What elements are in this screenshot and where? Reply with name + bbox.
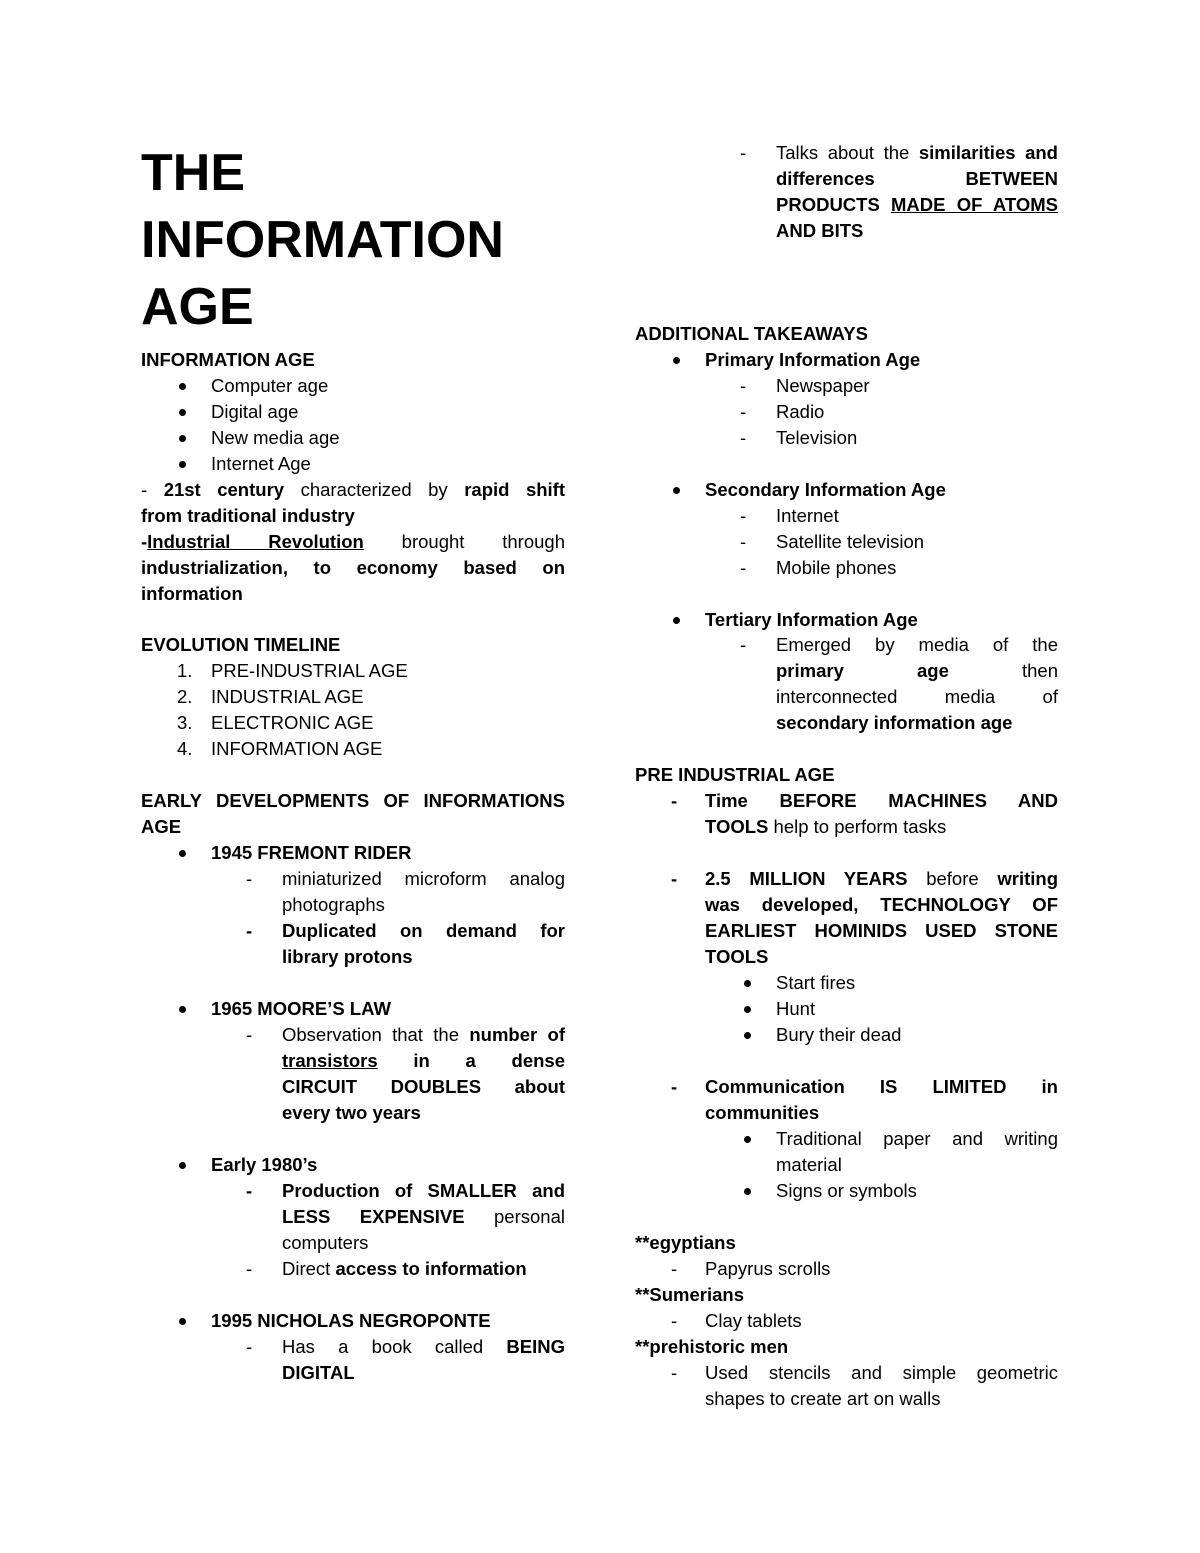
prefix: **	[635, 1336, 650, 1357]
item-number: 1.	[177, 660, 193, 681]
bold-text: BEING	[506, 1336, 565, 1357]
bold-text: access to information	[335, 1258, 527, 1279]
prefix: **	[635, 1284, 650, 1305]
sub-item-text: library protons	[282, 946, 413, 967]
text: Talks about the	[776, 142, 919, 163]
sub-item-text: Emerged by media of the	[776, 634, 1058, 655]
item-text: PRE-INDUSTRIAL AGE	[211, 660, 408, 681]
sub-item-text	[705, 814, 946, 840]
list-item-text: Digital age	[211, 401, 299, 422]
text: brought through	[363, 531, 565, 552]
page-title	[141, 140, 565, 341]
text: Observation that the	[282, 1024, 470, 1045]
sub-item-text: shapes to create art on walls	[705, 1388, 941, 1409]
section-heading-early-developments-cont: AGE	[141, 816, 182, 837]
dash-marker: -	[141, 479, 164, 500]
sub-item-text	[282, 1334, 565, 1360]
sub-item-text	[776, 140, 1058, 166]
bold-text: 2.5 MILLION YEARS	[705, 868, 908, 889]
sub-item-text: Satellite television	[776, 531, 925, 552]
sub-item-text	[282, 1022, 565, 1048]
title-line: INFORMATION	[141, 211, 504, 269]
item-text: ELECTRONIC AGE	[211, 712, 374, 733]
sub-item-text: secondary information age	[776, 712, 1013, 733]
list-item-text: Hunt	[776, 998, 816, 1019]
sub-item-text: interconnected media of	[776, 686, 1058, 707]
sub-item-text: Papyrus scrolls	[705, 1258, 831, 1279]
text: help to perform tasks	[768, 816, 947, 837]
civ-name: prehistoric men	[649, 1336, 789, 1357]
bold-text: rapid shift	[464, 479, 565, 500]
list-item-text: New media age	[211, 427, 340, 448]
section-heading-additional-takeaways: ADDITIONAL TAKEAWAYS	[635, 323, 868, 344]
section-heading-pre-industrial-age: PRE INDUSTRIAL AGE	[635, 764, 835, 785]
section-heading-early-developments: EARLY DEVELOPMENTS OF INFORMATIONS	[141, 790, 565, 811]
sub-item-text: EARLIEST HOMINIDS USED STONE	[705, 920, 1058, 941]
item-number: 4.	[177, 738, 193, 759]
list-item-text: material	[776, 1154, 842, 1175]
bold-text: TOOLS	[705, 816, 769, 837]
underlined-text: MADE OF ATOMS	[891, 194, 1058, 215]
civ-name: Sumerians	[649, 1284, 745, 1305]
item-number: 3.	[177, 712, 193, 733]
bullet-title: 1945 FREMONT RIDER	[211, 842, 412, 863]
civ-heading	[635, 1282, 1058, 1308]
sub-item-text: Internet	[776, 505, 839, 526]
underlined-text: transistors	[282, 1050, 378, 1071]
sub-item-text: CIRCUIT DOUBLES about	[282, 1076, 565, 1097]
section-heading-information-age: INFORMATION AGE	[141, 349, 315, 370]
sub-item-text: miniaturized microform analog	[282, 868, 565, 889]
prefix: **	[635, 1232, 650, 1253]
underlined-text: Industrial Revolution	[147, 531, 364, 552]
bold-text: LESS EXPENSIVE	[282, 1206, 465, 1227]
sub-item-text: photographs	[282, 894, 385, 915]
civ-heading	[635, 1334, 1058, 1360]
sub-item-text: Radio	[776, 401, 825, 422]
bullet-title: Early 1980’s	[211, 1154, 318, 1175]
sub-item-text: Clay tablets	[705, 1310, 802, 1331]
sub-item-text: Mobile phones	[776, 557, 897, 578]
paragraph-line	[141, 477, 565, 503]
sub-item-text	[776, 658, 1058, 684]
paragraph-line: from traditional industry	[141, 505, 355, 526]
civ-name: egyptians	[649, 1232, 736, 1253]
sub-item-text	[282, 1256, 527, 1282]
paragraph-line: information	[141, 583, 243, 604]
text: personal	[464, 1206, 565, 1227]
bold-text: similarities and	[918, 142, 1058, 163]
sub-item-text	[282, 1204, 565, 1230]
bullet-title: 1965 MOORE’S LAW	[211, 998, 391, 1019]
bold-text: number of	[469, 1024, 565, 1045]
sub-item-text	[282, 1048, 565, 1074]
sub-item-text: Communication IS LIMITED in	[705, 1076, 1058, 1097]
bold-text: 21st century	[163, 479, 285, 500]
list-item-text: Signs or symbols	[776, 1180, 917, 1201]
list-item-text: Traditional paper and writing	[776, 1128, 1058, 1149]
bullet-title: 1995 NICHOLAS NEGROPONTE	[211, 1310, 491, 1331]
underlined-text: AND BITS	[776, 220, 864, 241]
text: Has a book called	[282, 1336, 507, 1357]
bold-text: PRODUCTS	[776, 194, 892, 215]
paragraph-line	[141, 529, 565, 555]
title-line: THE	[141, 144, 245, 202]
item-text: INDUSTRIAL AGE	[211, 686, 364, 707]
sub-item-text: Television	[776, 427, 858, 448]
text: Direct	[282, 1258, 336, 1279]
list-item-text: Internet Age	[211, 453, 311, 474]
bullet-title: Tertiary Information Age	[705, 609, 918, 630]
civ-heading	[635, 1230, 1058, 1256]
sub-item-text: Used stencils and simple geometric	[705, 1362, 1058, 1383]
sub-item-text: TOOLS	[705, 946, 769, 967]
sub-item-text: Production of SMALLER and	[282, 1180, 565, 1201]
dash-marker: -	[141, 531, 148, 552]
sub-item-text: Newspaper	[776, 375, 870, 396]
item-number: 2.	[177, 686, 193, 707]
bold-text: in a dense	[377, 1050, 565, 1071]
sub-item-text: differences BETWEEN	[776, 168, 1058, 189]
sub-item-text: was developed, TECHNOLOGY OF	[705, 894, 1058, 915]
sub-item-text: Duplicated on demand for	[282, 920, 565, 941]
bullet-title: Secondary Information Age	[705, 479, 946, 500]
bold-text: primary age	[776, 660, 949, 681]
section-heading-evolution: EVOLUTION TIMELINE	[141, 634, 341, 655]
sub-item-text: every two years	[282, 1102, 421, 1123]
text: before	[907, 868, 998, 889]
paragraph-line: industrialization, to economy based on	[141, 557, 565, 578]
bold-text: writing	[997, 868, 1058, 889]
sub-item-text: Time BEFORE MACHINES AND	[705, 790, 1058, 811]
list-item-text: Computer age	[211, 375, 329, 396]
sub-item-text: communities	[705, 1102, 820, 1123]
text: characterized by	[284, 479, 465, 500]
text: then	[948, 660, 1058, 681]
item-text: INFORMATION AGE	[211, 738, 383, 759]
title-line: AGE	[141, 278, 254, 336]
sub-item-text	[776, 192, 1058, 218]
list-item-text: Bury their dead	[776, 1024, 902, 1045]
sub-item-text: computers	[282, 1232, 369, 1253]
sub-item-text	[705, 866, 1058, 892]
sub-item-text: DIGITAL	[282, 1362, 355, 1383]
bullet-title: Primary Information Age	[705, 349, 921, 370]
list-item-text: Start fires	[776, 972, 856, 993]
